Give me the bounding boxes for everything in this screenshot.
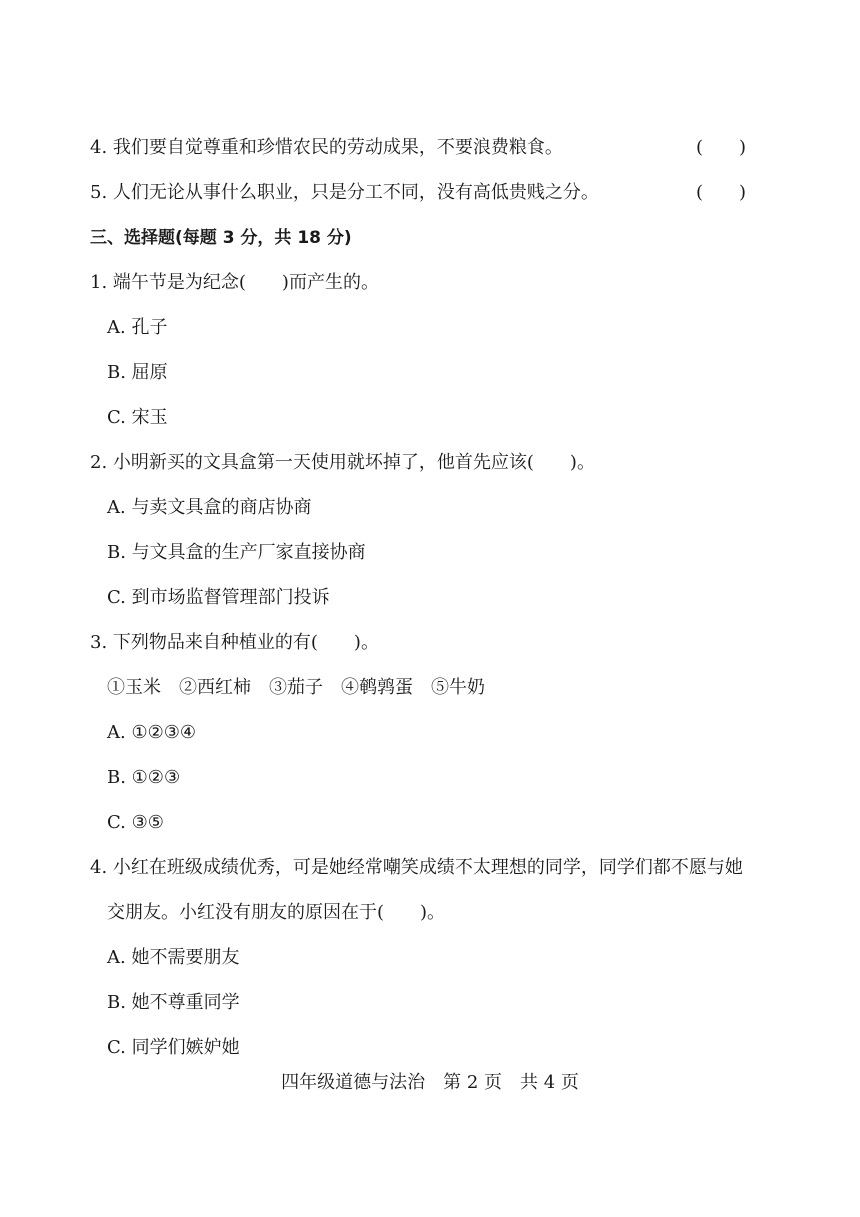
question-2-option-b: B. 与文具盒的生产厂家直接协商: [107, 542, 366, 563]
question-1-stem: 1. 端午节是为纪念( )而产生的。: [90, 272, 379, 293]
question-3-option-c: C. ③⑤: [107, 812, 164, 833]
question-3-items: ①玉米 ②西红柿 ③茄子 ④鹌鹑蛋 ⑤牛奶: [107, 677, 485, 698]
question-4-option-c: C. 同学们嫉妒她: [107, 1037, 240, 1058]
judgement-item-4: 4. 我们要自觉尊重和珍惜农民的劳动成果，不要浪费粮食。: [90, 137, 563, 158]
question-4-option-b: B. 她不尊重同学: [107, 992, 240, 1013]
question-4-option-a: A. 她不需要朋友: [107, 947, 240, 968]
answer-box-4: ( ): [696, 137, 747, 158]
question-3-option-b: B. ①②③: [107, 767, 181, 788]
question-2-option-a: A. 与卖文具盒的商店协商: [107, 497, 312, 518]
judgement-item-5: 5. 人们无论从事什么职业，只是分工不同，没有高低贵贱之分。: [90, 182, 599, 203]
question-3-stem: 3. 下列物品来自种植业的有( )。: [90, 632, 379, 653]
question-2-option-c: C. 到市场监督管理部门投诉: [107, 587, 330, 608]
question-1-option-b: B. 屈原: [107, 362, 168, 383]
question-1-option-c: C. 宋玉: [107, 407, 168, 428]
question-3-option-a: A. ①②③④: [107, 722, 196, 743]
question-2-stem: 2. 小明新买的文具盒第一天使用就坏掉了，他首先应该( )。: [90, 452, 595, 473]
question-1-option-a: A. 孔子: [107, 317, 168, 338]
answer-box-5: ( ): [696, 182, 747, 203]
page-footer: 四年级道德与法治 第 2 页 共 4 页: [281, 1072, 579, 1093]
question-4-stem: 4. 小红在班级成绩优秀，可是她经常嘲笑成绩不太理想的同学，同学们都不愿与她: [90, 857, 743, 878]
question-4-stem-continued: 交朋友。小红没有朋友的原因在于( )。: [107, 902, 446, 923]
section-heading-choice: 三、选择题(每题 3 分，共 18 分): [90, 228, 352, 248]
